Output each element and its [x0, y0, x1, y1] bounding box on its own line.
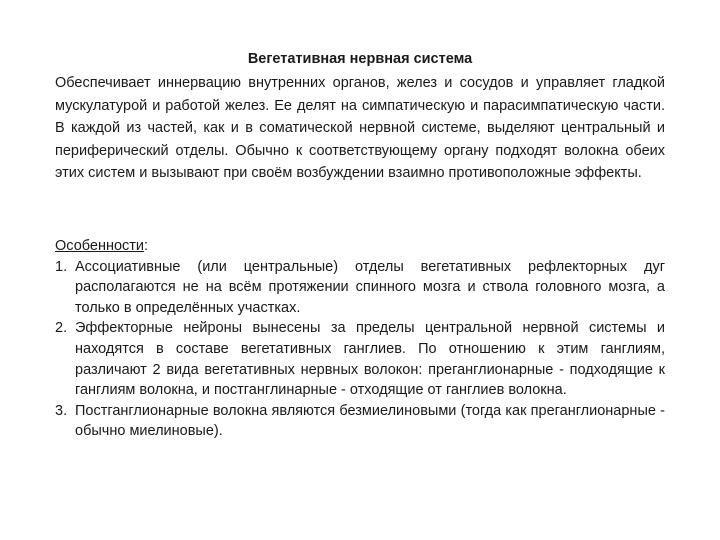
features-heading: [55, 236, 665, 257]
list-item-number: 3.: [55, 402, 68, 419]
intro-paragraph: Обеспечивает иннервацию внутренних органов, желез и сосудов и управляет гладкой мускулатурой и работой желез. Ее делят на симпатическую и парасимпатическую части. В каждой из частей, как и в соматической нервной системе, выделяют центральный и периферический отделы. Обычно к соответствующему органу подходят волокна обеих этих систем и вызывают при своём возбуждении взаимно противоположные эффекты.: [55, 75, 665, 181]
slide-title: Вегетативная нервная система: [247, 51, 473, 67]
list-item-number: 2.: [55, 320, 68, 337]
features-heading-label: Особенности: [55, 238, 145, 254]
features-heading-colon: :: [144, 238, 149, 254]
list-item-text: Эффекторные нейроны вынесены за пределы центральной нервной системы и находятся в составе вегетативных ганглиев. По отношению к этим ганглиям, различают 2 вида вегетативных нервных волокон: преганглионарные - подходящие к ганглиям волокна, и постганглинарные - отходящие от ганглиев волокна.: [75, 320, 665, 399]
list-item: [55, 401, 665, 442]
list-item-number: 1.: [55, 258, 68, 275]
features-list: [55, 257, 665, 442]
features-section: [55, 236, 665, 442]
list-item: [55, 318, 665, 400]
list-item-text: Постганглионарные волокна являются безмиелиновыми (тогда как преганглионарные - обычно миелиновые).: [75, 402, 665, 440]
list-item-text: Ассоциативные (или центральные) отделы вегетативных рефлекторных дуг располагаются не на всём протяжении спинного мозга и ствола головного мозга, а только в определённых участках.: [75, 258, 665, 316]
list-item: [55, 257, 665, 319]
